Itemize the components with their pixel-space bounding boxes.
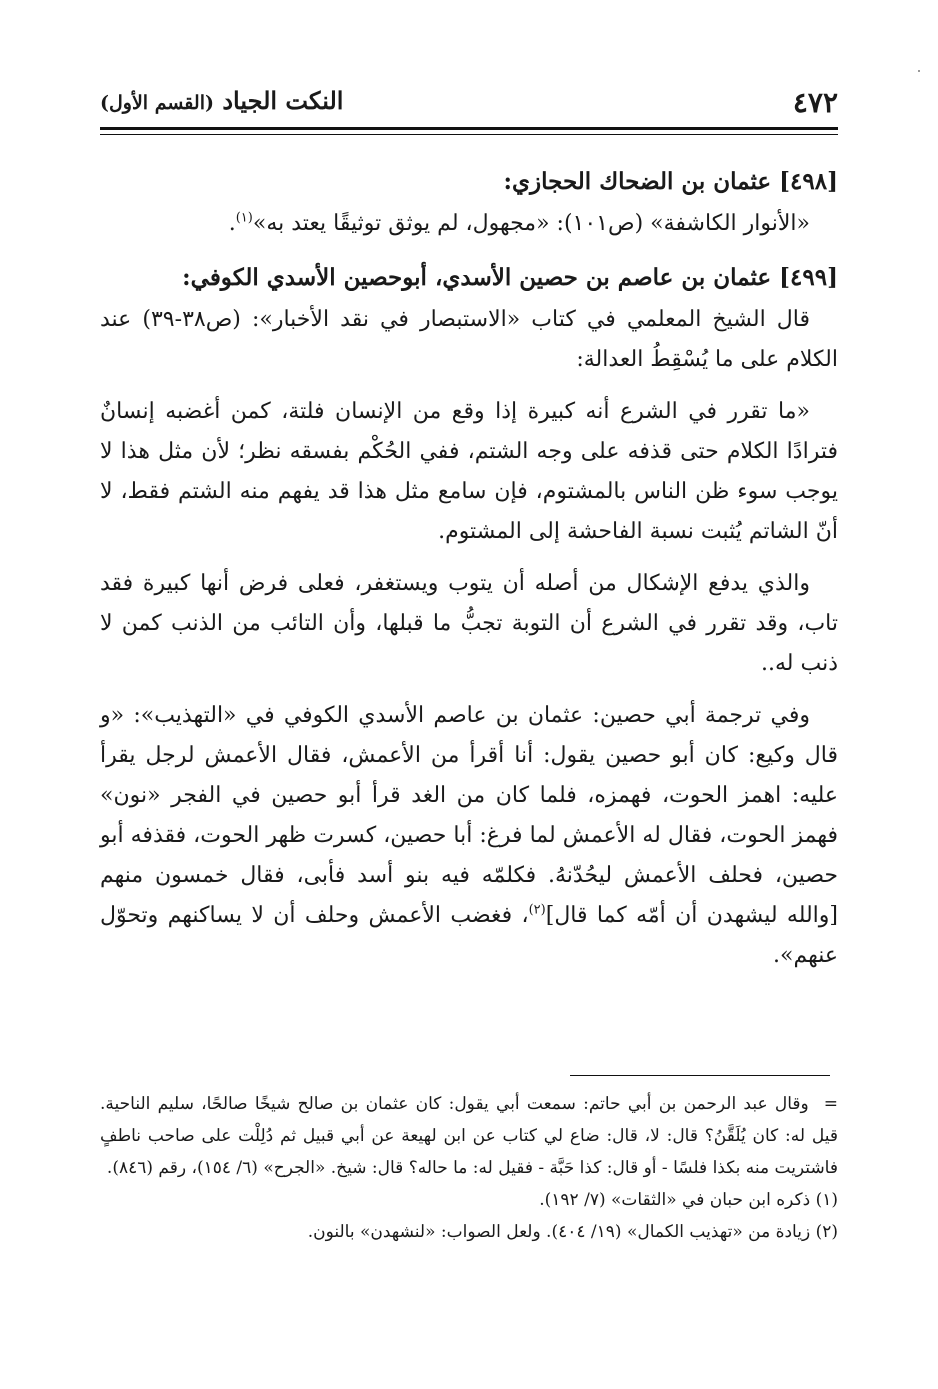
intro-paragraph: قال الشيخ المعلمي في كتاب «الاستبصار في نقد الأخبار»: (ص٣٨-٣٩) عند الكلام على ما يُسْقِطُ العدالة: <box>100 307 838 372</box>
footnote-ref: (٢) <box>528 902 546 918</box>
entry-number: [٤٩٨] <box>779 168 838 195</box>
entry-title: عثمان بن عاصم بن حصين الأسدي، أبوحصين الأسدي الكوفي: <box>182 264 772 291</box>
page-header <box>100 82 838 122</box>
footnote-text: وقال عبد الرحمن بن أبي حاتم: سمعت أبي يقول: كان عثمان بن صالح شيخًا صالحًا، سليم الناحية. قيل له: كان يُلَقَّنُ؟ قال: لا، قال: ضاع لي كتاب عن ابن لهيعة عن أبي قبيل ثم دُلِلْت على صاحب ناطفٍ فاشتريت منه بكذا فلسًا - أو قال: كذا حَبَّة - فقيل له: ما حاله؟ قال: شيخ. «الجرح» (٦/ ١٥٤)، رقم (٨٤٦). <box>100 1094 838 1178</box>
running-title <box>100 86 343 115</box>
paragraph-tail: ، فغضب الأعمش وحلف أن لا يساكنهم وتحوّل عنهم». <box>100 903 838 968</box>
entry-title: عثمان بن الضحاك الحجازي: <box>503 168 772 195</box>
entry-number: [٤٩٩] <box>779 264 838 291</box>
footnote-2: (٢) زيادة من «تهذيب الكمال» (١٩/ ٤٠٤). ولعل الصواب: «لنشهدن» بالنون. <box>307 1222 838 1242</box>
main-text <box>100 160 838 976</box>
header-rule-thin <box>100 134 838 135</box>
footnote-ref: (١) <box>235 210 253 226</box>
margin-dot <box>918 70 920 72</box>
footnote-continuation <box>100 1088 838 1184</box>
footnote-separator <box>570 1075 830 1076</box>
paragraph-text: وفي ترجمة أبي حصين: عثمان بن عاصم الأسدي الكوفي في «التهذيب»: «و قال وكيع: كان أبو حصين يقول: أنا أقرأ من الأعمش، فقال الأعمش لرجل يقرأ عليه: اهمز الحوت، فهمزه، فلما كان من الغد قرأ أبو حصين في الفجر «نون» فهمز الحوت، فقال له الأعمش لما فرغ: أبا حصين، كسرت ظهر الحوت، فقذفه أبو حصين، فحلف الأعمش ليحُدّنهُ. فكلمّه فيه بنو أسد فأبى، فقال خمسون منهم [والله ليشهدن أن أمّه كما قال] <box>100 703 838 928</box>
footnotes <box>100 1088 838 1248</box>
quote-paragraph: والذي يدفع الإشكال من أصله أن يتوب ويستغفر، فعلى فرض أنها كبيرة فقد تاب، وقد تقرر في الشرع أن التوبة تجبُّ ما قبلها، وأن التائب من الذنب كمن لا ذنب له.. <box>100 571 838 676</box>
paragraph-end: . <box>228 211 236 236</box>
header-rule-thick <box>100 127 838 130</box>
entry-heading <box>100 160 838 204</box>
entry-paragraph <box>100 204 838 244</box>
quote-paragraph <box>100 696 838 976</box>
continuation-mark: = <box>823 1094 838 1114</box>
entry-heading <box>100 256 838 300</box>
paragraph-text: «الأنوار الكاشفة» (ص١٠١): «مجهول، لم يوثق توثيقًا يعتد به» <box>252 211 810 236</box>
page-number: ٤٧٢ <box>792 86 838 119</box>
book-subtitle: (القسم الأول) <box>100 92 214 114</box>
quote-paragraph: «ما تقرر في الشرع أنه كبيرة إذا وقع من الإنسان فلتة، كمن أغضبه إنسانٌ فترادًا الكلام حتى قذفه على وجه الشتم، ففي الحُكْم بفسقه نظر؛ لأن مثل هذا لا يوجب سوء ظن الناس بالمشتوم، فإن سامع مثل هذا قد يفهم منه الشتم فقط، لا أنّ الشاتم يُثبت نسبة الفاحشة إلى المشتوم. <box>100 399 838 544</box>
footnote-1: (١) ذكره ابن حبان في «الثقات» (٧/ ١٩٢). <box>539 1190 838 1210</box>
book-title: النكت الجياد <box>222 86 344 115</box>
